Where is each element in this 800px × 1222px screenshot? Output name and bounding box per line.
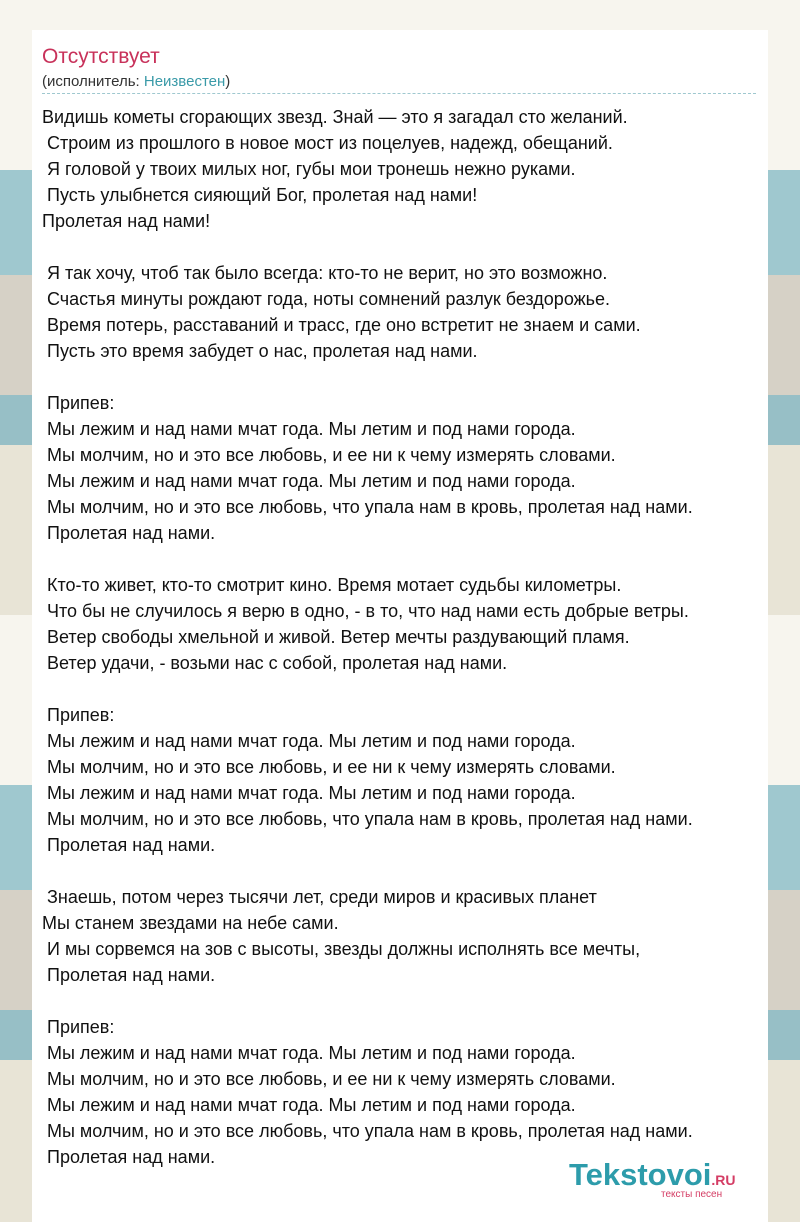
lyrics-line: Пусть это время забудет о нас, пролетая над нами. — [42, 341, 478, 361]
lyrics-line: Счастья минуты рождают года, ноты сомнений разлук бездорожье. — [42, 289, 611, 309]
lyrics-line: Знаешь, потом через тысячи лет, среди миров и красивых планет — [42, 887, 597, 907]
lyrics-line: Припев: — [42, 393, 115, 413]
logo-name: Tekstovoi — [569, 1157, 712, 1192]
song-title: Отсутствует — [42, 45, 160, 68]
lyrics-line: Мы молчим, но и это все любовь, и ее ни к чему измерять словами. — [42, 757, 616, 777]
lyrics-line: Пролетая над нами. — [42, 965, 216, 985]
lyrics-blank-line — [42, 676, 772, 702]
lyrics-page — [32, 30, 768, 1222]
lyrics-line: Мы молчим, но и это все любовь, что упала нам в кровь, пролетая над нами. — [42, 809, 693, 829]
lyrics-line: Ветер свободы хмельной и живой. Ветер мечты раздувающий пламя. — [42, 627, 630, 647]
lyrics-line: Мы станем звездами на небе сами. — [42, 913, 339, 933]
lyrics-line: Мы молчим, но и это все любовь, что упала нам в кровь, пролетая над нами. — [42, 1121, 693, 1141]
artist-line — [42, 72, 230, 92]
lyrics-line: Пролетая над нами! — [42, 211, 211, 231]
lyrics-line: Я головой у твоих милых ног, губы мои тронешь нежно руками. — [42, 159, 576, 179]
lyrics-line: Что бы не случилось я верю в одно, - в то, что над нами есть добрые ветры. — [42, 601, 689, 621]
lyrics-blank-line — [42, 234, 772, 260]
lyrics-line: Пролетая над нами. — [42, 1147, 216, 1167]
lyrics-line: Видишь кометы сгорающих звезд. Знай — это я загадал сто желаний. — [42, 107, 628, 127]
lyrics-line: Мы лежим и над нами мчат года. Мы летим и под нами города. — [42, 471, 576, 491]
lyrics-line: И мы сорвемся на зов с высоты, звезды должны исполнять все мечты, — [42, 939, 641, 959]
header-divider — [42, 93, 756, 94]
lyrics-blank-line — [42, 546, 772, 572]
lyrics-line: Мы лежим и над нами мчат года. Мы летим и под нами города. — [42, 1095, 576, 1115]
lyrics-line: Мы лежим и над нами мчат года. Мы летим и под нами города. — [42, 1043, 576, 1063]
lyrics-line: Строим из прошлого в новое мост из поцелуев, надежд, обещаний. — [42, 133, 613, 153]
logo-tagline: тексты песен — [661, 1189, 723, 1200]
lyrics-line: Ветер удачи, - возьми нас с собой, пролетая над нами. — [42, 653, 508, 673]
lyrics-line: Мы лежим и над нами мчат года. Мы летим и под нами города. — [42, 783, 576, 803]
lyrics-text — [42, 104, 772, 1170]
artist-suffix: ) — [225, 73, 231, 90]
logo-domain: .RU — [711, 1172, 736, 1188]
lyrics-line: Мы молчим, но и это все любовь, что упала нам в кровь, пролетая над нами. — [42, 497, 693, 517]
lyrics-line: Пролетая над нами. — [42, 835, 216, 855]
lyrics-line: Пролетая над нами. — [42, 523, 216, 543]
lyrics-line: Мы лежим и над нами мчат года. Мы летим и под нами города. — [42, 419, 576, 439]
lyrics-line: Мы лежим и над нами мчат года. Мы летим и под нами города. — [42, 731, 576, 751]
site-logo[interactable] — [569, 1156, 769, 1201]
lyrics-line: Припев: — [42, 705, 115, 725]
lyrics-blank-line — [42, 988, 772, 1014]
artist-link[interactable]: Неизвестен — [143, 73, 226, 90]
lyrics-line: Мы молчим, но и это все любовь, и ее ни к чему измерять словами. — [42, 445, 616, 465]
lyrics-blank-line — [42, 364, 772, 390]
lyrics-line: Припев: — [42, 1017, 115, 1037]
lyrics-line: Время потерь, расставаний и трасс, где оно встретит не знаем и сами. — [42, 315, 641, 335]
artist-prefix: (исполнитель: — [42, 73, 144, 90]
lyrics-line: Я так хочу, чтоб так было всегда: кто-то не верит, но это возможно. — [42, 263, 608, 283]
lyrics-blank-line — [42, 858, 772, 884]
lyrics-line: Пусть улыбнется сияющий Бог, пролетая над нами! — [42, 185, 478, 205]
lyrics-line: Кто-то живет, кто-то смотрит кино. Время мотает судьбы километры. — [42, 575, 622, 595]
lyrics-line: Мы молчим, но и это все любовь, и ее ни к чему измерять словами. — [42, 1069, 616, 1089]
